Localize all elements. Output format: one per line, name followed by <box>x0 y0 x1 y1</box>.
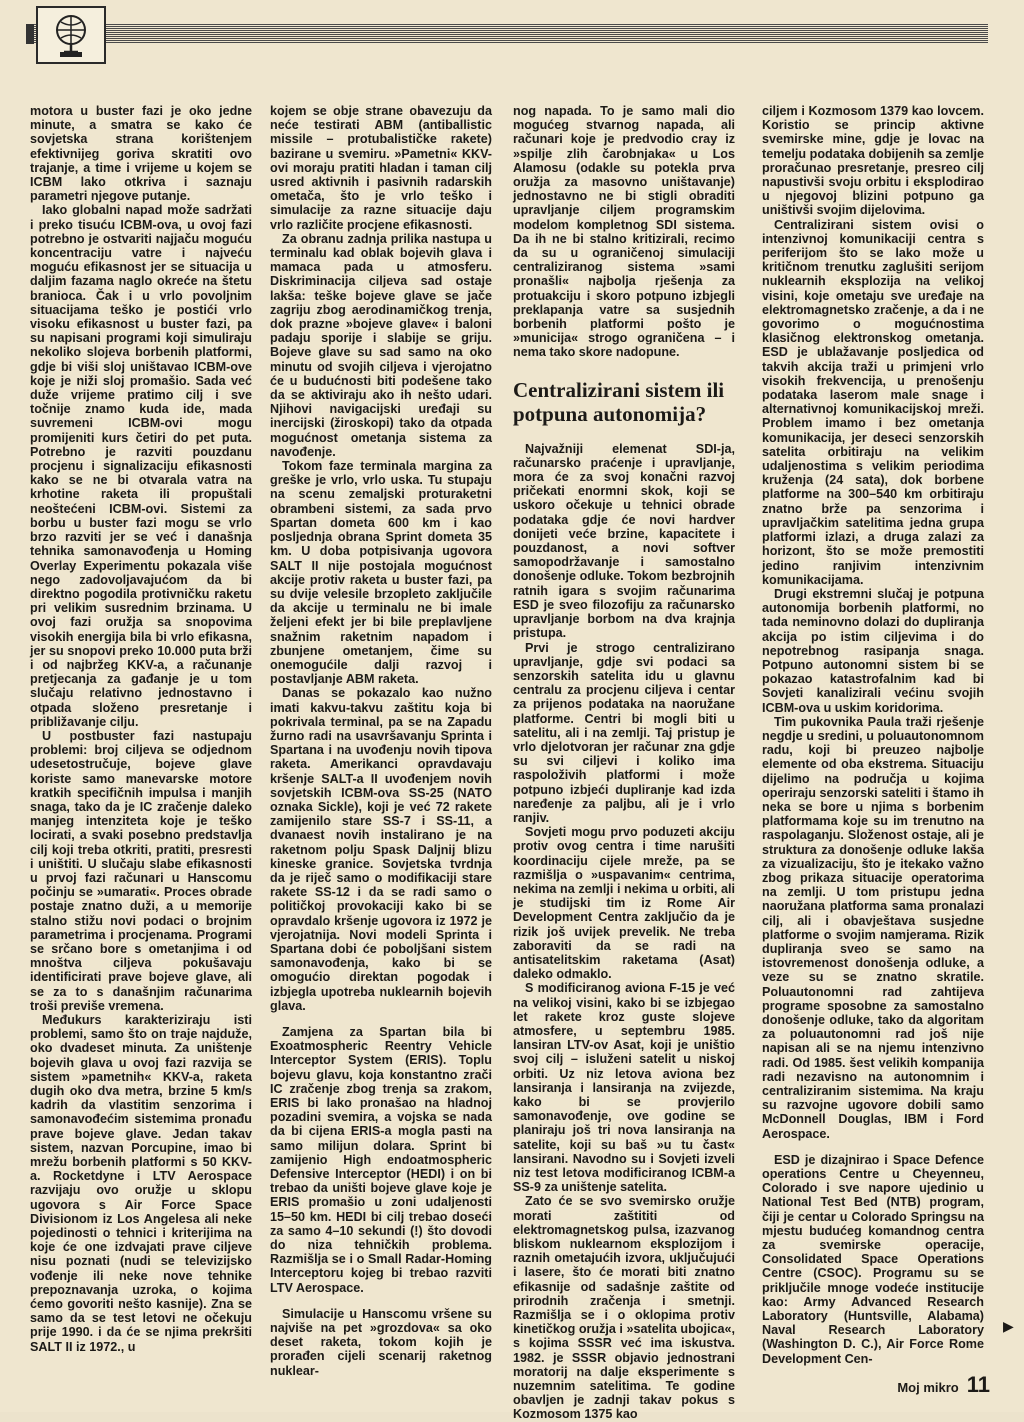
text-column-1 <box>30 104 252 1354</box>
paragraph: Danas se pokazalo kao nužno imati kakvu-takvu zaštitu koja bi pokrivala terminal, pa se na Zapadu žurno radi na usavršavanju Sprinta i Spartana i na uvođenju novih tipova raketa. Amerikanci opravdavaju kršenje SALT-a II uvođenjem novih sovjetskih ICBM-ova SS-25 (NATO oznaka Sickle), koji je već 72 rakete zamijenilo stare SS-7 i SS-11, a dvanaest novih instalirano je na raketnom polju Spask Daljnij blizu kineske granice. Sovjetska tvrdnja da je riječ samo o modifikaciji stare rakete SS-12 i da se radi samo o političkoj provokaciji kako bi se opravdalo kršenje ugovora iz 1972 je vjerojatnija. Novi modeli Sprinta i Spartana dobi će poboljšani sistem samonavođenja, kako bi se omogućio direktan pogodak i izbjegla upotreba nuklearnih bojevih glava. <box>270 686 492 1013</box>
paragraph: ciljem i Kozmosom 1379 kao lovcem. Koristio se princip aktivne svemirske mine, gdje je lovac na temelju podataka dobijenih sa zemlje proračunao presretanje, presreo cilj napustivši svoju orbitu i eksplodirao u njegovoj blizini potpuno ga uništivši svojim dijelovima. <box>762 104 984 218</box>
paragraph: motora u buster fazi je oko jedne minute, a smatra se kako će sovjetska strana korištenjem efektivnijeg goriva skratiti ovo trajanje, a time i vrijeme u kojem se ICBM lako otkriva i saznaju parametri njegove putanje. <box>30 104 252 204</box>
header-rule-block <box>26 24 34 44</box>
text-column-3 <box>513 104 735 1422</box>
page-number: 11 <box>966 1372 990 1397</box>
paragraph: Simulacije u Hanscomu vršene su najviše na pet »grozdova« sa oko deset raketa, tokom kojih je prorađen cijeli scenarij raketnog nuklear- <box>270 1306 492 1378</box>
paragraph: Iako globalni napad može sadržati i preko tisuću ICBM-ova, u ovoj fazi potrebno je ostvariti najjaču moguću koncentraciju vatre i najveću moguću efikasnost jer se situacija u daljim fazama naglo okreće na štetu branioca. Čak i u vrlo povoljnim situacijama teško je postići vrlo visoku efikasnost u buster fazi, pa su napisani programi koji simuliraju nekoliko slojeva borbenih platformi, gdje bi viši sloj uništavao ICBM-ove koje je niži sloj promašio. Sada već duže vrijeme pratimo cilj i sve točnije znamo kuda ide, mada suvremeni ICBM-ovi mogu promijeniti kurs četiri do pet puta. Potrebno je razviti pouzdanu procjenu i signalizaciju efikasnosti kako se ne bi otvarala vatra na krhotine raketa ili propuštali neoštećeni ICBM-ovi. Sistemi za borbu u buster fazi mogu se vrlo brzo razviti jer se već i današnja tehnika samonavođenja u Homing Overlay Experimentu pokazala više nego zadovoljavajućom da bi direktno pogodila protivničku raketu pri velikim susrednim brzinama. U ovoj fazi oružja sa snopovima visokih energija bila bi vrlo efikasna, jer su snopovi preko 10.000 puta brži i od najbržeg KKV-a, a računanje pretjecanja za gađanje je u tom slučaju relativno jednostavno i otpada složeno presretanje i približavanje cilju. <box>30 203 252 729</box>
paragraph: Najvažniji elemenat SDI-ja, računarsko praćenje i upravljanje, mora će za svoj konačni razvoj pričekati enormni skok, koji se uskoro očekuje u tehnici obrade podataka gdje će novi hardver donijeti veće brzine, kapacitete i pouzdanost, a novi softver samopodržavanje i samostalno donošenje odluke. Tokom bezbrojnih ratnih igara s svojim računarima ESD je sveo filozofiju za računarsko upravljanje borbom na dva krajnja pristupa. <box>513 441 735 641</box>
paragraph: Sovjeti mogu prvo poduzeti akciju protiv ovog centra i time narušiti koordinaciju cijele mreže, pa se razmišlja o »uspavanim« centrima, nekima na zemlji i nekima u orbiti, ali je studijski tim iz Rome Air Development Centra zaključio da je rizik još uvijek prevelik. Ne treba zaboraviti da se radi na antisatelitskim raketama (Asat) daleko odmaklo. <box>513 825 735 982</box>
paragraph: Međukurs karakteriziraju isti problemi, samo što on traje najduže, oko dvadeset minuta. Za uništenje bojevih glava u ovoj fazi razvija se sistem »pametnih« KKV-a, raketa dugih oko dva metra, brzine 5 km/s kadrih da vlastitim senzorima i samonavođećim sistemima pronađu prave bojeve glave. Jedan takav sistem, nazvan Porcupine, imao bi mrežu borbenih platformi s 50 KKV-a. Rocketdyne i LTV Aerospace razvijaju ovo oružje u sklopu ugovora s Air Force Space Divisionom iz Los Angelesa ali neke pojedinosti o tehnici i kriterijima na koje će one izdvajati prave ciljeve nisu poznati (nudi se televizijsko vođenje ili neke nove tehnike prepoznavanja uzroka, o kojima ćemo govoriti nešto kasnije). Zna se samo da se test letovi ne očekuju prije 1990. i da će se njima prekršiti SALT II iz 1972., u <box>30 1013 252 1354</box>
globe-logo-svg <box>38 8 104 62</box>
paragraph: U postbuster fazi nastupaju problemi: broj ciljeva se odjednom udesetostručuje, bojeve glave koriste samo manevarske motore kratkih specifičnih impulsa i manjih snaga, tako da je IC zračenje daleko manjeg intenziteta koje je teško locirati, a svaki posebno predstavlja cilj koji treba otkriti, pratiti, presresti i uništiti. U slučaju slabe efikasnosti u prvoj fazi računari u Hanscomu počinju se »umarati«. Proces obrade postaje znatno duži, a u memorije stalno stižu novi podaci o brojnim parametrima i procjenama. Programi se srčano bore s ometanjima i od mnoštva ciljeva pokušavaju identificirati prave bojeve glave, ali se za to s današnjim računarima troši previše vremena. <box>30 728 252 1013</box>
header-rule <box>26 24 988 44</box>
paragraph: nog napada. To je samo mali dio mogućeg stvarnog napada, ali računari koje je predvodio cray iz »spilje zlih čarobnjaka« u Los Alamosu (odakle su potekla prva oružja za masovno uništavanje) jednostavno ne bi stigli obraditi upravljanje ciljem programskim modelom kompletnog SDI sistema. Da ih ne bi stalno kritizirali, recimo da su u ograničenoj simulaciji centraliziranog sistema »sami pronašli« najbolja rješenja za protuakciju i skoro potpuno izbjegli preklapanja vatre sa susjednih borbenih platformi pošto je »municija« strogo ograničena – i nema tako skore nadopune. <box>513 104 735 360</box>
paragraph: ESD je dizajnirao i Space Defence operations Centre u Cheyenneu, Colorado i sve napore ujedinio u National Test Bed (NTB) program, čiji je centar u Colorado Springsu na mjestu budućeg komandnog centra za svemirske operacije, Consolidated Space Operations Centre (CSOC). Programu su se priključile mnoge vodeće institucije kao: Army Advanced Research Laboratory (Huntsville, Alabama) Naval Research Laboratory (Washington D. C.), Air Force Rome Development Cen- <box>762 1152 984 1366</box>
paragraph: S modificiranog aviona F-15 je već na velikoj visini, kako bi se izbjegao let rakete kroz guste slojeve atmosfere, u septembru 1985. lansiran LTV-ov Asat, koji je uništio svoj cilj – isluženi satelit u niskoj orbiti. Uz niz letova aviona bez lansiranja i lansiranja na zvijezde, kako bi se provjerilo samonavođenje, ove godine se planiraju još tri nova lansiranja na satelite, koji su baš »u tu čast« lansirani. Navodno su i Sovjeti izveli niz test letova modificiranog ICBM-a SS-9 za uništenje satelita. <box>513 981 735 1195</box>
paragraph: Za obranu zadnja prilika nastupa u terminalu kad oblak bojevih glava i mamaca pada u atmosferu. Diskriminacija ciljeva sad ostaje lakša: teške bojeve glave se jače zagriju zbog aerodinamičkog trenja, dok prazne »bojeve glave« i baloni padaju sporije i slabije se griju. Bojeve glave su sad samo na oko minutu od svojih ciljeva i vjerojatno će u budućnosti biti podešene tako da se aktiviraju ako ih nešto udari. Njihovi navigacijski uređaji su inercijski (žiroskopi) tako da otpada mogućnost ometanja sistema za navođenje. <box>270 231 492 459</box>
paragraph: Centralizirani sistem ovisi o intenzivnoj komunikaciji centra s periferijom što se lako može u kritičnom trenutku zaglušiti serijom nuklearnih eksplozija na velikoj visini, koje ometaju sve uređaje na elektromagnetsko zračenje, a da i ne govorimo o mogućnostima klasičnog elektronskog ometanja. ESD je ublažavanje posljedica od takvih akcija traži u primjeni vrlo visokih frekvencija, u prenošenju podataka laserom male snage i alternativnoj komunikacijskoj mreži. Problem imamo i bez ometanja komunikacija, jer deseci senzorskih satelita orbitiraju na velikim udaljenostima s velikim periodima kruženja (24 sata), dok borbene platforme na 300–540 km orbitiraju znatno brže pa senzorima i upravljačkim satelitima jedna grupa platformi izlazi, a druga zalazi za horizont, što se može premostiti jedino ranjivim intenzivnim komunikacijama. <box>762 217 984 587</box>
globe-logo-icon <box>36 6 106 64</box>
section-heading: Centralizirani sistem ili potpuna autonomija? <box>513 377 725 426</box>
text-column-2 <box>270 104 492 1378</box>
paragraph: Zamjena za Spartan bila bi Exoatmospheric Reentry Vehicle Interceptor System (ERIS). Toplu bojevu glavu, koja konstantno zrači IC zračenje zbog trenja sa zrakom, ERIS bi lako pronašao na hladnoj pozadini svemira, a vojska se nada da bi cijena ERIS-a mogla pasti na samo milijun dolara. Sprint bi zamijenio High endoatmospheric Defensive Interceptor (HEDI) i on bi trebao da uništi bojeve glave koje je ERIS promašio u zoni udaljenosti 15–50 km. HEDI bi cilj trebao doseći za samo 4–10 sekundi (!) što dovodi do niza tehničkih problema. Razmišlja se i o Small Radar-Homing Interceptoru kojeg bi trebao razviti LTV Aerospace. <box>270 1025 492 1295</box>
magazine-name: Moj mikro <box>897 1380 959 1395</box>
paragraph: Tim pukovnika Paula traži rješenje negdje u sredini, u poluautonomnom radu, koji bi preuzeo najbolje elemente od oba ekstrema. Situaciju dijelimo na područja u kojima operiraju senzorski sateliti i štamo ih neka se bore u njima s borbenim platformama koje su im trenutno na raspolaganju. Složenost ostaje, ali je struktura za donošenje odluke lakša za vizualizaciju, što je itekako važno zbog prikaza situacije operatorima na zemlji. U tom pristupu jedna naoružana platforma sama pronalazi cilj, ali i obavještava susjedne platforme o svojim namjerama. Rizik dupliranja sveo se samo na istovremenost donošenja odluke, a veze su se znatno skratile. Poluautonomni rad zahtijeva programe sposobne za samostalno donošenje odluke, tako da algoritam za poluautonomni rad još nije napisan ali se na njemu intenzivno radi. Od 1985. šest velikih kompanija radi nezavisno na autonomnim i centraliziranim sistemima. Na kraju su razvojne ugovore dobili samo McDonnell Douglas, IBM i Ford Aerospace. <box>762 714 984 1141</box>
paragraph: kojem se obje strane obavezuju da neće testirati ABM (antiballistic missile – protubalističke rakete) bazirane u svemiru. »Pametni« KKV-ovi moraju pratiti hladan i taman cilj usred aktivnih i pasivnih radarskih ometača, što je vrlo teško i simulacije za razne situacije daju vrlo različite procjene efikasnosti. <box>270 104 492 232</box>
page-footer <box>897 1372 990 1398</box>
paragraph: Drugi ekstremni slučaj je potpuna autonomija borbenih platformi, no tada neminovno dolazi do dupliranja akcija po istim ciljevima i do nepotrebnog rasipanja snaga. Potpuno autonomni sistem bi se pokazao katastrofalnim kad bi Sovjeti kanalizirali većinu svojih ICBM-ova u uskim koridorima. <box>762 586 984 715</box>
paragraph: Prvi je strogo centralizirano upravljanje, gdje svi podaci sa senzorskih satelita idu u glavnu centralu za procjenu ciljeva i centar za prijenos podataka na naoružane platforme. Centri bi mogli biti u satelitu, ali i na zemlji. Taj pristup je vrlo djelotvoran jer računar zna gdje su svi ciljevi i koliko ima raspoloživih platformi i može potpuno izbjeći dupliranje kad izda naređenje za paljbu, ali je i vrlo ranjiv. <box>513 640 735 825</box>
text-column-4 <box>762 104 984 1366</box>
continue-arrow-icon: ▶ <box>1003 1318 1014 1334</box>
paragraph: Zato će se svo svemirsko oružje morati zaštititi od elektromagnetskog pulsa, izazvanog bliskom nuklearnom eksplozijom i raznih ometajućih izvora, uključujući i lasere, što će morati biti znatno efikasnije od sadašnje zaštite od prirodnih zračenja i smetnji. Razmišlja se i o oklopima protiv kinetičkog oružja i »satelita ubojica«, s kojima SSSR već ima iskustva. 1982. je SSSR objavio jednostrani moratorij na dalje eksperimente s nuzemnim satelitima. Te godine obavljen je zadnji takav pokus s Kozmosom 1375 kao <box>513 1194 735 1422</box>
paragraph: Tokom faze terminala margina za greške je vrlo, vrlo uska. Tu stupaju na scenu zemaljski proturaketni obrambeni sistemi, za sada prvo Spartan dometa 600 km i kao posljednja obrana Sprint dometa 35 km. U doba potpisivanja ugovora SALT II nije postojala mogućnost akcije protiv raketa u buster fazi, pa su dvije velesile brzopleto zaključile da akcije u terminalu ne bi imale željeni efekt jer bi bile preplavljene snažnim raketnim napadom i zbunjene ometanjem, čime su onemogućile dalji razvoj i postavljanje ABM raketa. <box>270 459 492 687</box>
